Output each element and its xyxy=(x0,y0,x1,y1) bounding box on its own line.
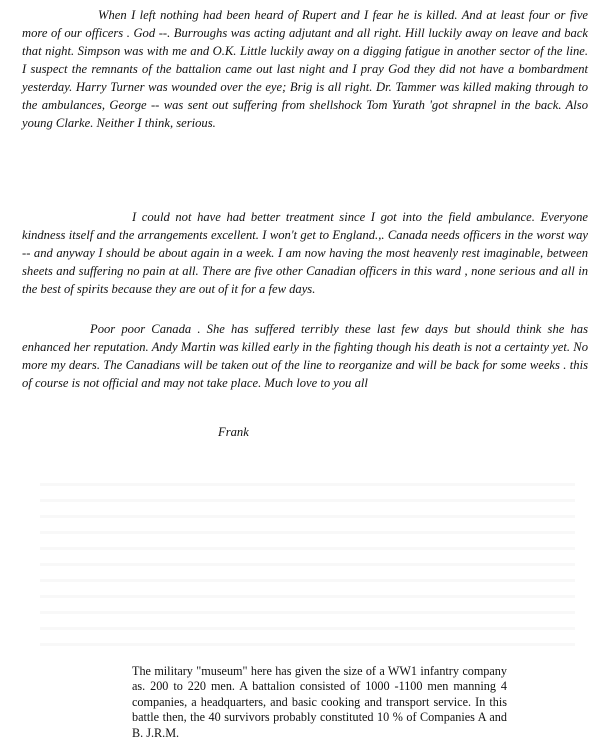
letter-paragraph-3: Poor poor Canada . She has suffered terribly these last few days but should think she has enhanced her reputation. Andy Martin was killed early in the fighting though his death is not a certainty yet. No more my dears. The Canadians will be taken out of the line to reorganize and will be back for some weeks . this of course is not official and may not take place. Much love to you all xyxy=(22,322,588,390)
footnote: The military "museum" here has given the size of a WW1 infantry company as. 200 to 220 men. A battalion consisted of 1000 -1100 men manning 4 companies, a headquarters, and basic cooking and transport service. In this battle then, the 40 survivors probably constituted 10 % of Companies A and B. J.R.M. xyxy=(132,664,507,740)
faded-bleed-through-area xyxy=(40,470,575,655)
letter-signature: Frank xyxy=(218,425,249,439)
letter-paragraph-1: When I left nothing had been heard of Rupert and I fear he is killed. And at least four or five more of our officers . God --. Burroughs was acting adjutant and all right. Hill luckily away on leave and back that night. Simpson was with me and O.K. Little luckily away on a digging fatigue in another sector of the line. I suspect the remnants of the battalion came out last night and I pray God they did not have a bombardment yesterday. Harry Turner was wounded over the eye; Brig is all right. Dr. Tammer was killed making through to the ambulances, George -- was sent out suffering from shellshock Tom Yurath 'got shrapnel in the back. Also young Clarke. Neither I think, serious. xyxy=(22,8,588,130)
letter-paragraph-2: I could not have had better treatment since I got into the field ambulance. Everyone kindness itself and the arrangements excellent. I won't get to England.,. Canada needs officers in the worst way -- and anyway I should be about again in a week. I am now having the most heavenly rest imaginable, between sheets and suffering no pain at all. There are five other Canadian officers in this ward , none serious and all in the best of spirits because they are out of it for a few days. xyxy=(22,210,588,296)
